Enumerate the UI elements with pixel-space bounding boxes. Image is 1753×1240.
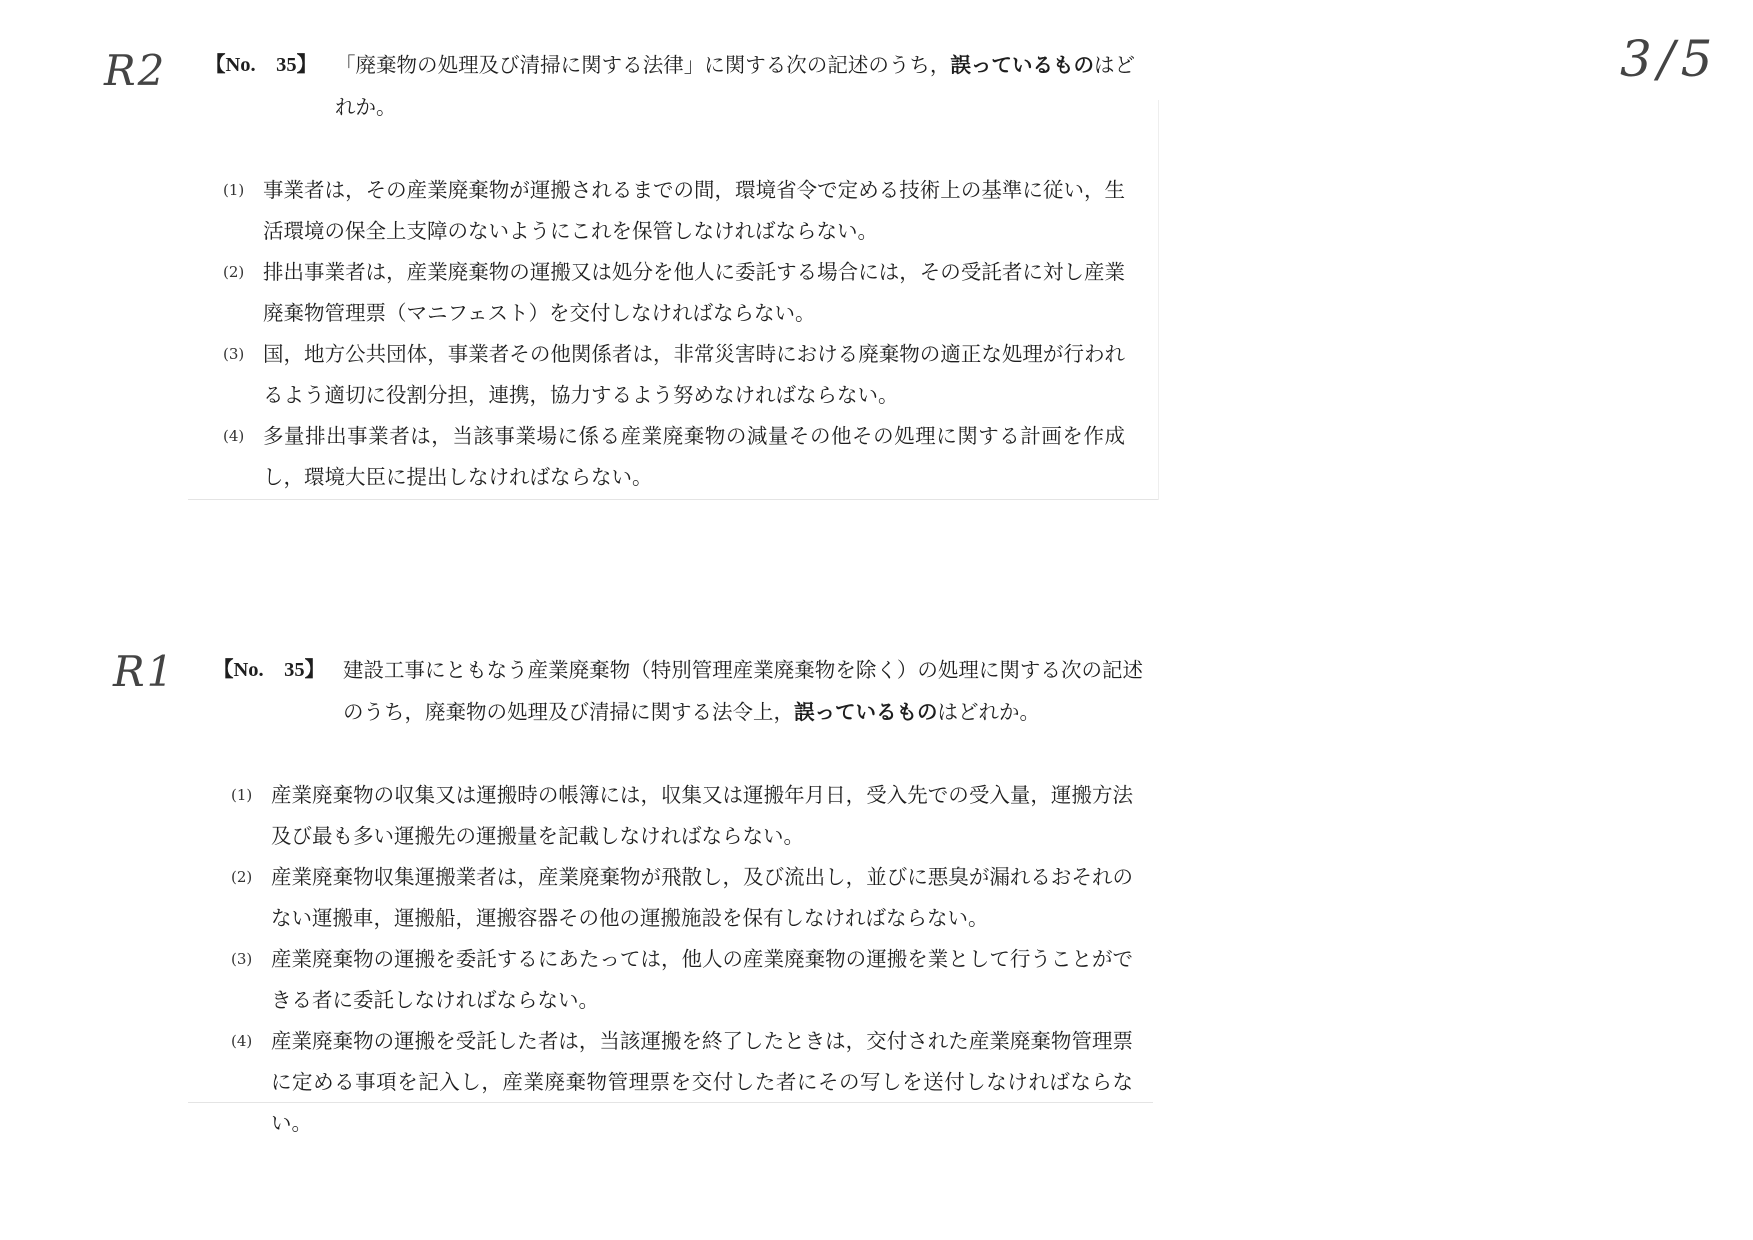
question-header — [205, 44, 1155, 128]
question-text-before: 建設工事にともなう産業廃棄物（特別管理産業廃棄物を除く）の処理に関する次の記述のうち，廃棄物の処理及び清掃に関する法令上， — [343, 658, 1143, 724]
question-number: 【No. 35】 — [205, 54, 318, 76]
option-number: (3) — [231, 950, 253, 968]
option-number: (1) — [231, 786, 253, 804]
option-item — [223, 334, 1155, 416]
question-text-before: 「廃棄物の処理及び清掃に関する法律」に関する次の記述のうち， — [335, 53, 951, 77]
option-item — [223, 252, 1155, 334]
scan-edge-line — [188, 1102, 1153, 1103]
option-text: 産業廃棄物の運搬を委託するにあたっては，他人の産業廃棄物の運搬を業として行うことができる者に委託しなければならない。 — [271, 947, 1133, 1012]
question-r2 — [205, 44, 1155, 498]
option-item — [231, 857, 1163, 939]
question-text — [335, 44, 1135, 128]
option-number: (4) — [231, 1032, 253, 1050]
option-number: (1) — [223, 181, 245, 199]
option-number: (2) — [231, 868, 253, 886]
option-text: 排出事業者は，産業廃棄物の運搬又は処分を他人に委託する場合には，その受託者に対し産業廃棄物管理票（マニフェスト）を交付しなければならない。 — [263, 260, 1125, 325]
option-text: 産業廃棄物の収集又は運搬時の帳簿には，収集又は運搬年月日，受入先での受入量，運搬方法及び最も多い運搬先の運搬量を記載しなければならない。 — [271, 783, 1133, 848]
question-emphasis: 誤っているもの — [950, 53, 1094, 77]
scan-edge-line — [188, 499, 1158, 500]
option-number: (2) — [223, 263, 245, 281]
question-r1 — [213, 649, 1163, 1144]
option-number: (4) — [223, 427, 245, 445]
option-text: 事業者は，その産業廃棄物が運搬されるまでの間，環境省令で定める技術上の基準に従い，生活環境の保全上支障のないようにこれを保管しなければならない。 — [263, 178, 1125, 243]
handwritten-r2-mark: R2 — [104, 46, 167, 95]
question-text — [343, 649, 1143, 733]
question-text-after: はどれか。 — [937, 700, 1040, 724]
option-text: 多量排出事業者は，当該事業場に係る産業廃棄物の減量その他その処理に関する計画を作成し，環境大臣に提出しなければならない。 — [263, 424, 1125, 489]
option-item — [223, 416, 1155, 498]
option-item — [231, 939, 1163, 1021]
option-list — [213, 775, 1163, 1144]
option-item — [223, 170, 1155, 252]
option-number: (3) — [223, 345, 245, 363]
question-number: 【No. 35】 — [213, 659, 326, 681]
question-header — [213, 649, 1163, 733]
handwritten-r1-mark: R1 — [113, 647, 176, 696]
option-text: 産業廃棄物の運搬を受託した者は，当該運搬を終了したときは，交付された産業廃棄物管理票に定める事項を記入し，産業廃棄物管理票を交付した者にその写しを送付しなければならない。 — [271, 1029, 1133, 1135]
question-text-after: はどれか。 — [335, 53, 1136, 119]
question-emphasis: 誤っているもの — [794, 700, 938, 724]
option-text: 国，地方公共団体，事業者その他関係者は，非常災害時における廃棄物の適正な処理が行われるよう適切に役割分担，連携，協力するよう努めなければならない。 — [263, 342, 1125, 407]
option-item — [231, 1021, 1163, 1144]
handwritten-page-mark: 3/5 — [1620, 30, 1719, 88]
option-text: 産業廃棄物収集運搬業者は，産業廃棄物が飛散し，及び流出し，並びに悪臭が漏れるおそれのない運搬車，運搬船，運搬容器その他の運搬施設を保有しなければならない。 — [271, 865, 1133, 930]
option-item — [231, 775, 1163, 857]
scan-edge-line — [1158, 100, 1159, 500]
option-list — [205, 170, 1155, 498]
